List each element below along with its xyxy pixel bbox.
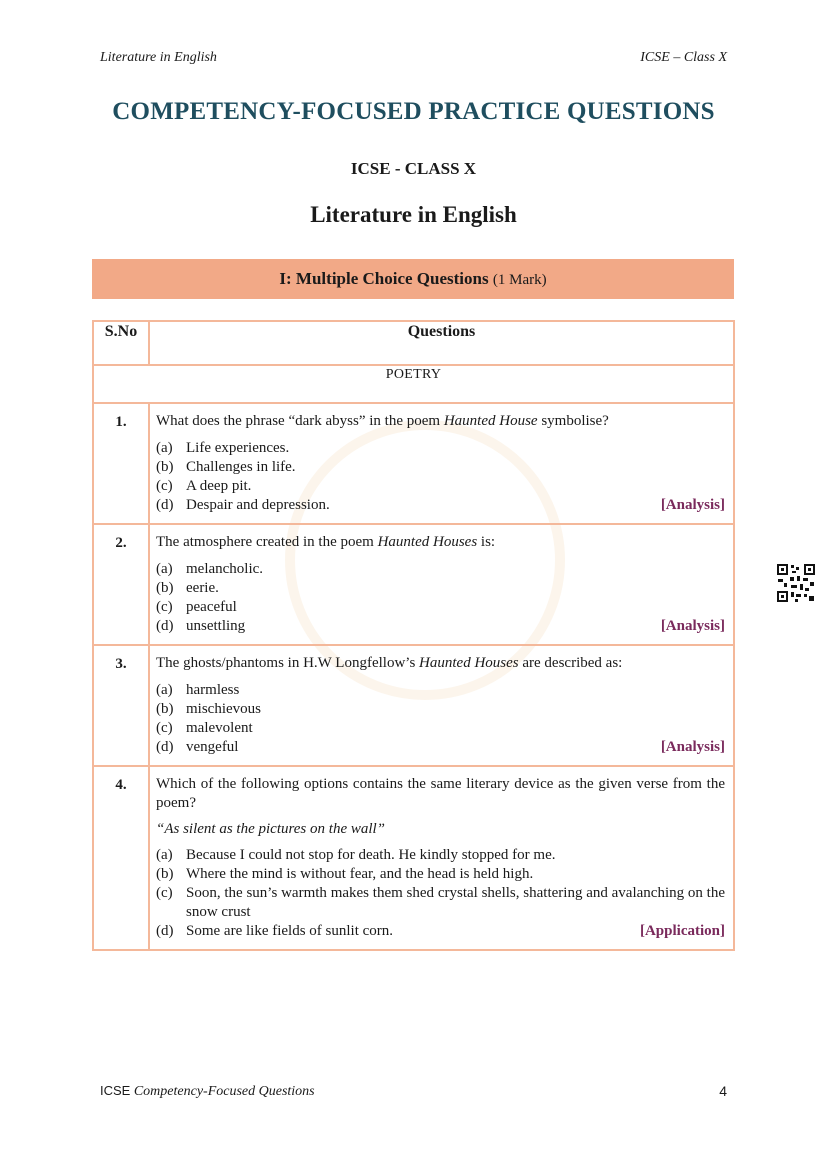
quoted-verse: “As silent as the pictures on the wall” — [156, 821, 386, 837]
question-number: 4. — [93, 766, 149, 950]
option — [156, 846, 725, 865]
option — [156, 496, 725, 515]
section-title: I: Multiple Choice Questions — [279, 269, 489, 288]
option-label: (c) — [156, 720, 173, 736]
option-label: (a) — [156, 682, 173, 698]
footer-brand: ICSE — [100, 1083, 131, 1098]
question-cell — [149, 524, 734, 645]
skill-tag: [Application] — [639, 923, 725, 939]
question-text-part: is: — [477, 534, 496, 550]
running-header-class: ICSE – Class X — [640, 50, 727, 65]
question-text — [156, 412, 725, 431]
option-label: (d) — [156, 497, 174, 513]
option-label: (a) — [156, 440, 173, 456]
question-text-part: symbolise? — [537, 413, 609, 429]
option — [156, 738, 725, 757]
option-label: (d) — [156, 739, 174, 755]
option — [156, 719, 725, 738]
option-label: (b) — [156, 459, 174, 475]
option-label: (a) — [156, 561, 173, 577]
option — [156, 560, 725, 579]
option-text: Some are like fields of sunlit corn. — [186, 923, 394, 939]
section-marks: (1 Mark) — [492, 272, 547, 288]
question-cell — [149, 403, 734, 524]
table-row — [93, 524, 734, 645]
category-label: POETRY — [93, 365, 734, 403]
option — [156, 439, 725, 458]
option-label: (c) — [156, 885, 173, 901]
option — [156, 477, 725, 496]
qr-code-icon[interactable] — [776, 563, 816, 603]
option-text: Soon, the sun’s warmth makes them shed crystal shells, shattering and avalanching on the snow crust — [186, 885, 725, 920]
option — [156, 922, 725, 941]
running-header-subject: Literature in English — [100, 50, 217, 65]
poem-title: Haunted Houses — [377, 534, 478, 550]
question-text-part: The ghosts/phantoms in H.W Longfellow’s — [156, 655, 420, 671]
category-row — [93, 365, 734, 403]
footer-title — [100, 1083, 315, 1100]
option-text: vengeful — [186, 739, 239, 755]
page-title: COMPETENCY-FOCUSED PRACTICE QUESTIONS — [112, 98, 715, 125]
table-row — [93, 766, 734, 950]
poem-title: Haunted Houses — [419, 655, 519, 671]
option-text: Where the mind is without fear, and the head is held high. — [186, 866, 534, 882]
page-number: 4 — [719, 1083, 727, 1099]
question-number: 2. — [93, 524, 149, 645]
option-text: melancholic. — [186, 561, 264, 577]
option-text: Life experiences. — [186, 440, 290, 456]
skill-tag: [Analysis] — [660, 497, 725, 513]
option — [156, 681, 725, 700]
question-cell — [149, 766, 734, 950]
column-header-sno: S.No — [93, 321, 149, 365]
question-text-part: are described as: — [518, 655, 623, 671]
option-text: A deep pit. — [186, 478, 252, 494]
table-row — [93, 645, 734, 766]
option-label: (b) — [156, 580, 174, 596]
class-title: ICSE - CLASS X — [350, 159, 477, 178]
option-text: malevolent — [186, 720, 253, 736]
question-text: Which of the following options contains the same literary device as the given verse from the poem? — [156, 776, 725, 811]
option-text: Despair and depression. — [186, 497, 330, 513]
footer-text: Competency-Focused Questions — [133, 1084, 315, 1099]
option-text: peaceful — [186, 599, 237, 615]
option — [156, 865, 725, 884]
question-text — [156, 654, 725, 673]
option-label: (c) — [156, 478, 173, 494]
option-text: eerie. — [186, 580, 219, 596]
option — [156, 458, 725, 477]
option — [156, 579, 725, 598]
question-text-part: The atmosphere created in the poem — [156, 534, 378, 550]
question-text — [156, 533, 725, 552]
option-text: unsettling — [186, 618, 246, 634]
poem-title: Haunted House — [443, 413, 538, 429]
question-text-part: What does the phrase “dark abyss” in the poem — [156, 413, 444, 429]
option-label: (c) — [156, 599, 173, 615]
option-label: (b) — [156, 866, 174, 882]
question-number: 3. — [93, 645, 149, 766]
option — [156, 617, 725, 636]
skill-tag: [Analysis] — [660, 618, 725, 634]
option-label: (a) — [156, 847, 173, 863]
option-label: (b) — [156, 701, 174, 717]
subject-title: Literature in English — [310, 202, 517, 227]
table-row — [93, 403, 734, 524]
question-number: 1. — [93, 403, 149, 524]
option-text: mischievous — [186, 701, 261, 717]
section-banner — [92, 259, 734, 299]
option — [156, 700, 725, 719]
option-text: Because I could not stop for death. He kindly stopped for me. — [186, 847, 556, 863]
option — [156, 598, 725, 617]
option-label: (d) — [156, 923, 174, 939]
questions-table — [92, 320, 735, 951]
table-header-row — [93, 321, 734, 365]
option-text: harmless — [186, 682, 240, 698]
question-cell — [149, 645, 734, 766]
option-text: Challenges in life. — [186, 459, 296, 475]
column-header-questions: Questions — [149, 321, 734, 365]
option-label: (d) — [156, 618, 174, 634]
skill-tag: [Analysis] — [660, 739, 725, 755]
option — [156, 884, 725, 922]
